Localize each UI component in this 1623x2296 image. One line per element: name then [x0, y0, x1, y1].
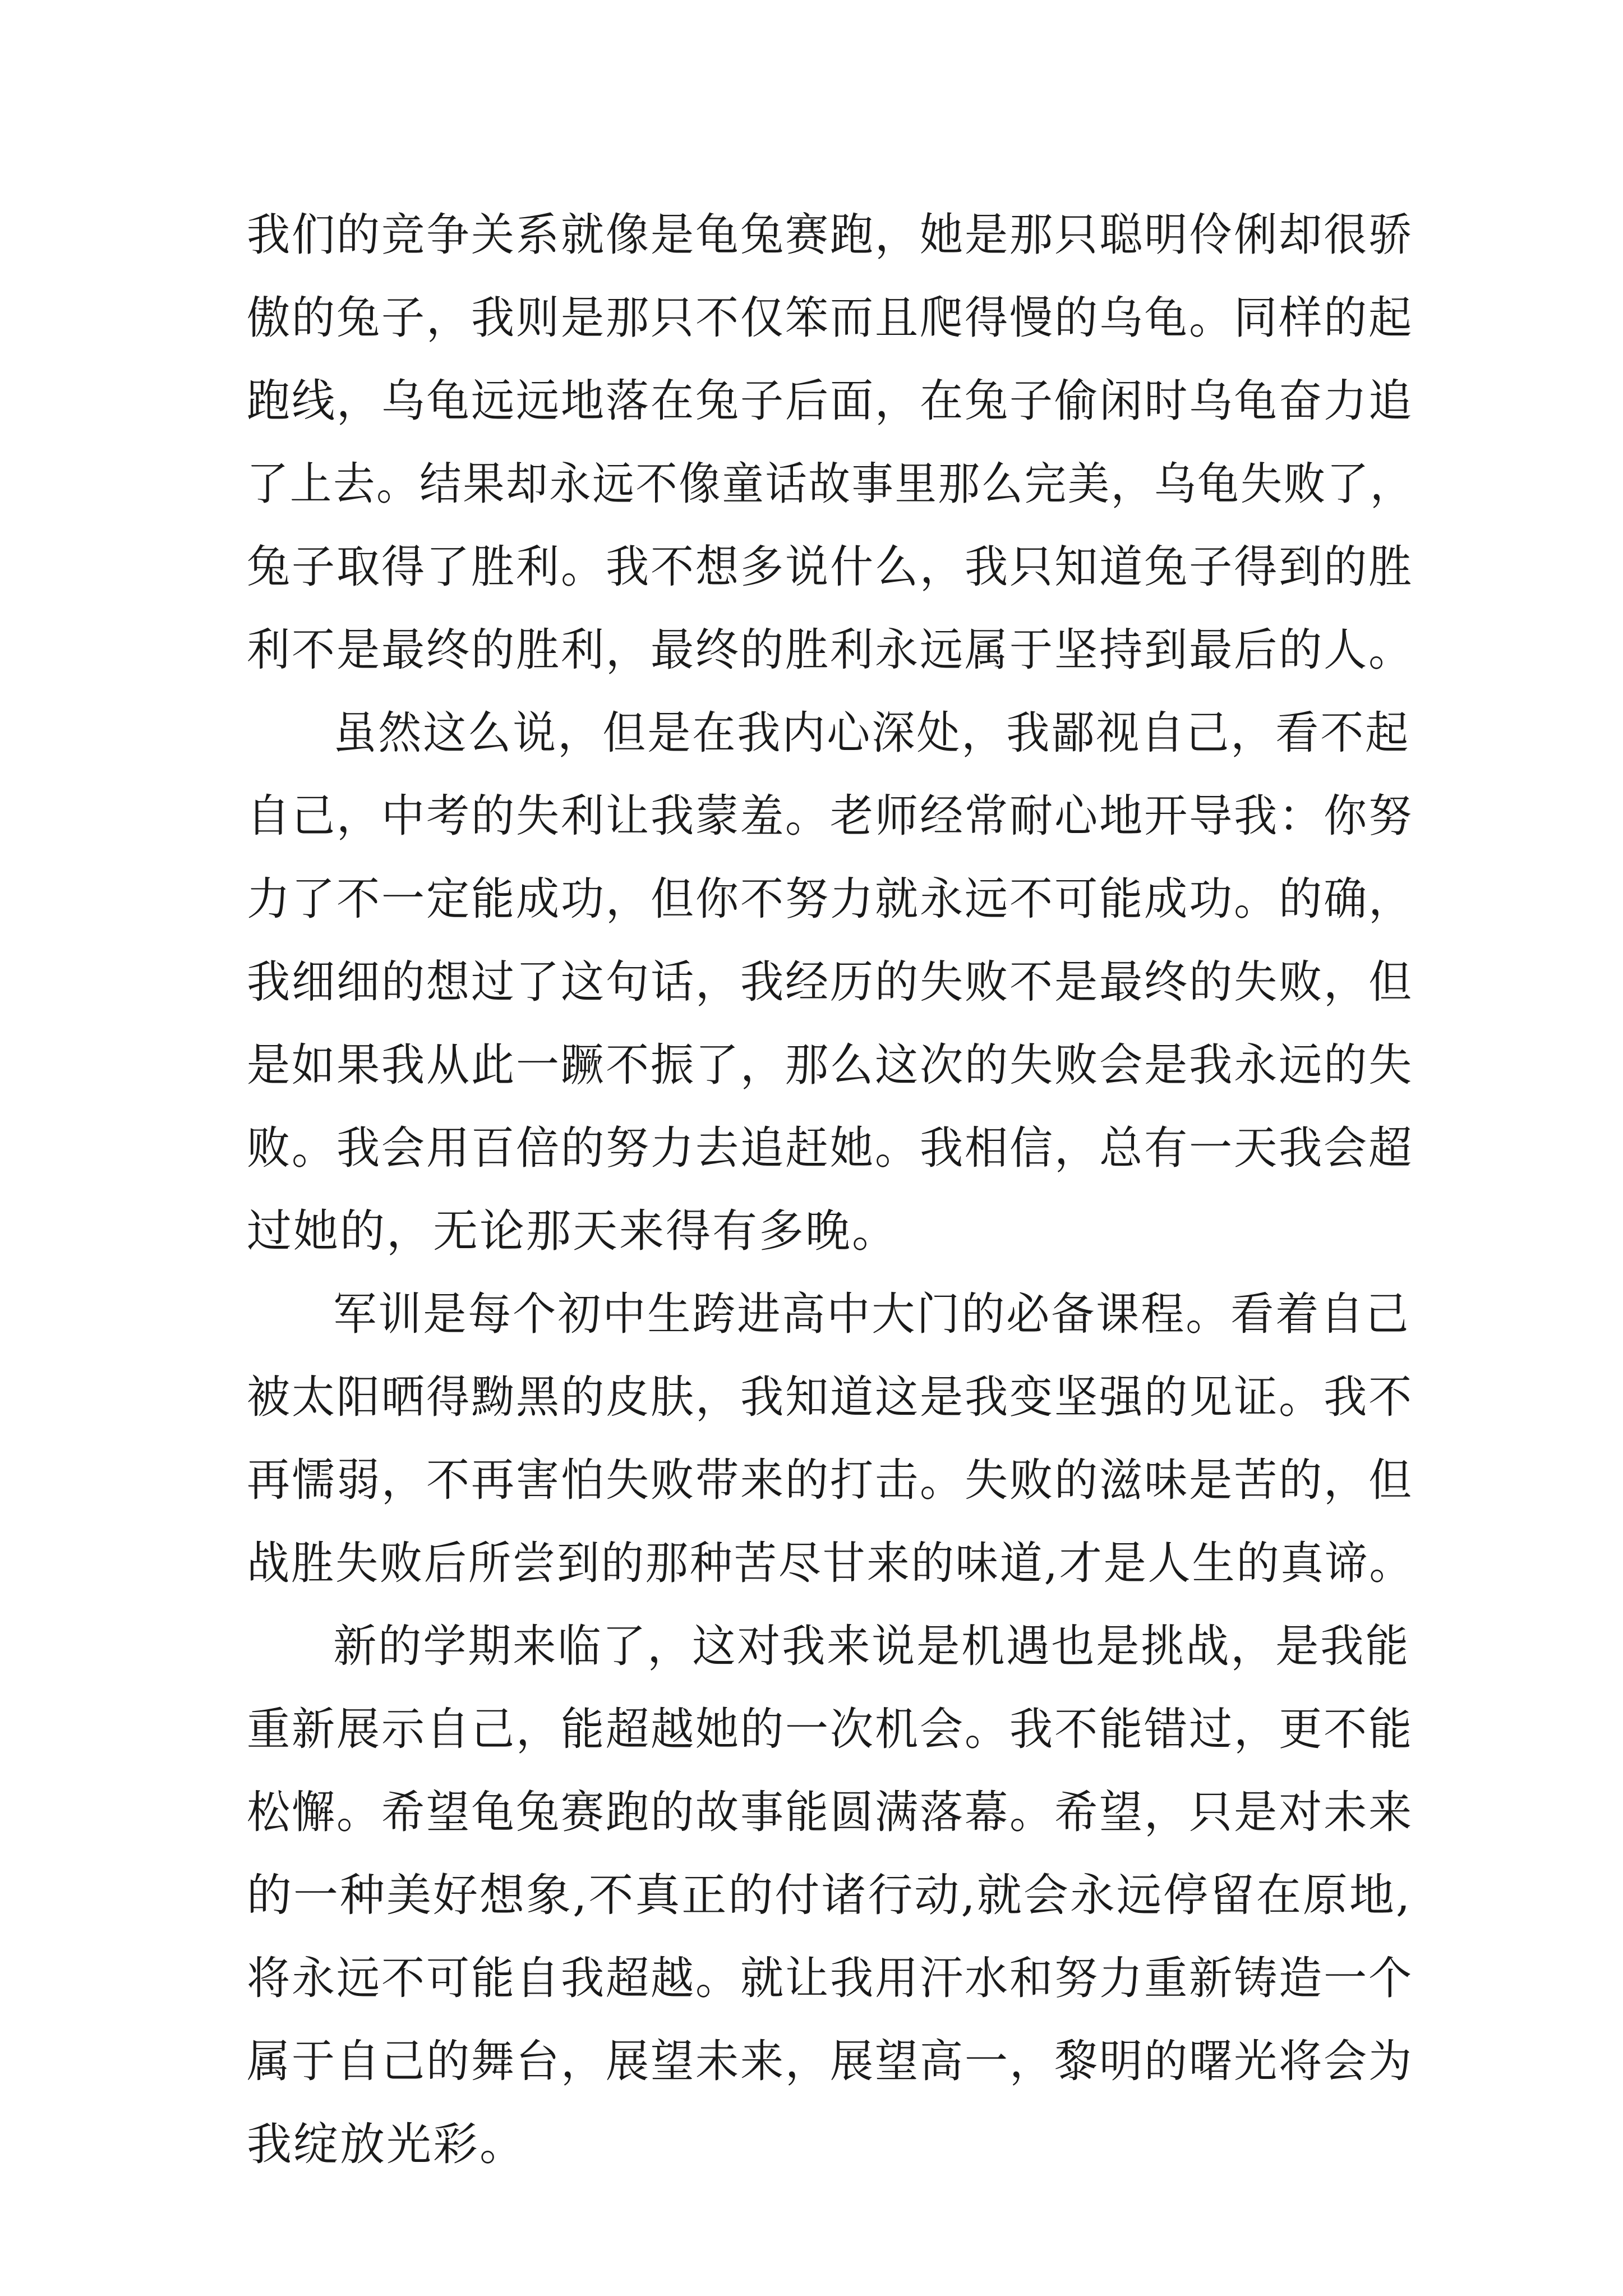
text-line: 的一种美好想象,不真正的付诸行动,就会永远停留在原地,: [247, 1869, 1412, 1921]
text-line: 傲的兔子，我则是那只不仅笨而且爬得慢的乌龟。同样的起: [247, 292, 1414, 344]
text-line: 我绽放光彩。: [247, 2118, 526, 2170]
paragraph-first-line: 虽然这么说，但是在我内心深处，我鄙视自己，看不起: [333, 707, 1410, 759]
text-line: 利不是最终的胜利，最终的胜利永远属于坚持到最后的人。: [247, 624, 1414, 676]
text-line: 过她的，无论那天来得有多晚。: [247, 1205, 898, 1257]
paragraph-first-line: 军训是每个初中生跨进高中大门的必备课程。看着自己: [333, 1288, 1410, 1340]
text-line: 被太阳晒得黝黑的皮肤，我知道这是我变坚强的见证。我不: [247, 1371, 1414, 1423]
essay-body: [247, 194, 1413, 2186]
text-line: 松懈。希望龟兔赛跑的故事能圆满落幕。希望，只是对未来: [247, 1786, 1414, 1838]
text-line: 将永远不可能自我超越。就让我用汗水和努力重新铸造一个: [247, 1952, 1414, 2004]
text-line: 败。我会用百倍的努力去追赶她。我相信，总有一天我会超: [247, 1122, 1414, 1174]
text-line: 再懦弱，不再害怕失败带来的打击。失败的滋味是苦的，但: [247, 1454, 1414, 1506]
text-line: 战胜失败后所尝到的那种苦尽甘来的味道,才是人生的真谛。: [247, 1537, 1414, 1589]
text-line: 兔子取得了胜利。我不想多说什么，我只知道兔子得到的胜: [247, 541, 1414, 593]
text-line: 我们的竞争关系就像是龟兔赛跑，她是那只聪明伶俐却很骄: [247, 209, 1414, 261]
text-line: 了上去。结果却永远不像童话故事里那么完美，乌龟失败了，: [247, 458, 1414, 510]
text-line: 力了不一定能成功，但你不努力就永远不可能成功。的确，: [247, 873, 1414, 925]
text-line: 是如果我从此一蹶不振了，那么这次的失败会是我永远的失: [247, 1039, 1414, 1091]
text-line: 属于自己的舞台，展望未来，展望高一，黎明的曙光将会为: [247, 2035, 1414, 2087]
text-line: 自己，中考的失利让我蒙羞。老师经常耐心地开导我：你努: [247, 790, 1414, 842]
paragraph-first-line: 新的学期来临了，这对我来说是机遇也是挑战，是我能: [333, 1620, 1410, 1672]
text-line: 跑线，乌龟远远地落在兔子后面，在兔子偷闲时乌龟奋力追: [247, 375, 1414, 427]
text-line: 重新展示自己，能超越她的一次机会。我不能错过，更不能: [247, 1703, 1414, 1755]
text-line: 我细细的想过了这句话，我经历的失败不是最终的失败，但: [247, 956, 1414, 1008]
